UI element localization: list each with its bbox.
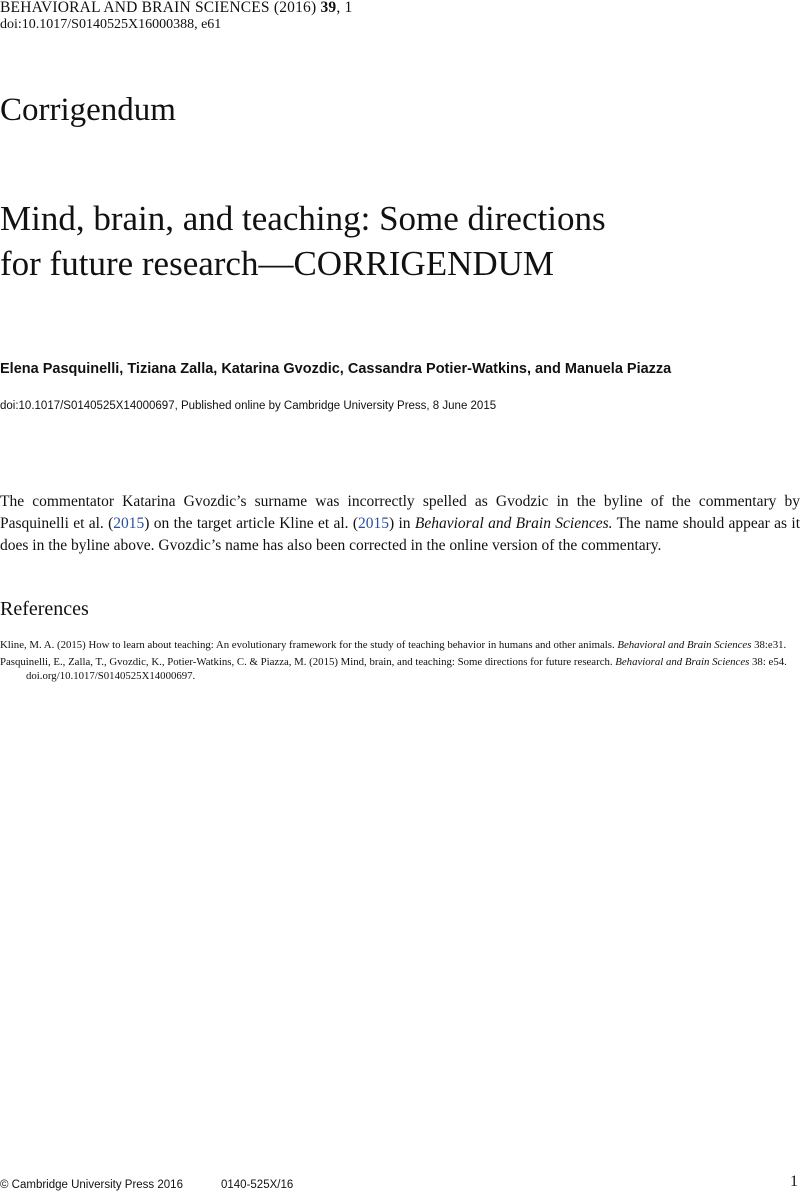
- page-number: 1: [790, 1173, 798, 1190]
- reference-text: Pasquinelli, E., Zalla, T., Gvozdic, K., Potier-Watkins, C. & Piazza, M. (2015) Mind, brain, and teaching: Some directions for future research.: [0, 656, 616, 668]
- citation-link-pasquinelli[interactable]: 2015: [113, 515, 145, 532]
- section-label: Corrigendum: [0, 92, 176, 128]
- reference-item: [0, 638, 800, 652]
- reference-tail: 38:e31.: [751, 639, 787, 651]
- page-footer: [0, 1173, 800, 1193]
- reference-journal: Behavioral and Brain Sciences: [615, 656, 750, 668]
- body-part-3: ) in: [389, 515, 415, 532]
- article-doi: doi:10.1017/S0140525X16000388, e61: [0, 17, 222, 32]
- reference-list: [0, 638, 800, 686]
- reference-text: Kline, M. A. (2015) How to learn about teaching: An evolutionary framework for the study of teaching behavior in humans and other animals.: [0, 639, 618, 651]
- journal-volume: 39: [320, 0, 337, 16]
- journal-name: BEHAVIORAL AND BRAIN SCIENCES: [0, 0, 270, 16]
- journal-title-italic: Behavioral and Brain Sciences.: [414, 515, 613, 532]
- original-article-doi: doi:10.1017/S0140525X14000697, Published online by Cambridge University Press, 8 June 2015: [0, 400, 497, 412]
- body-part-2: ) on the target article Kline et al. (: [144, 515, 359, 532]
- title-line-1: Mind, brain, and teaching: Some directions: [0, 199, 606, 238]
- journal-year: (2016): [273, 0, 317, 16]
- body-part-4: The name should appear as it does in the byline above. Gvozdic’s name has also been corrected in the online version of the commentary.: [0, 515, 800, 554]
- article-title: [0, 196, 790, 286]
- title-line-2: for future research—CORRIGENDUM: [0, 244, 555, 283]
- journal-issue: , 1: [336, 0, 353, 16]
- author-list: Elena Pasquinelli, Tiziana Zalla, Katarina Gvozdic, Cassandra Potier-Watkins, and Manuela Piazza: [0, 361, 672, 377]
- reference-item: [0, 655, 800, 683]
- reference-journal: Behavioral and Brain Sciences: [617, 639, 752, 651]
- reference-tail: 38: e54. doi.org/10.1017/S0140525X14000697.: [26, 656, 787, 682]
- body-part-1: The commentator Katarina Gvozdic’s surname was incorrectly spelled as Gvodzic in the byline of the commentary by Pasquinelli et al. (: [0, 493, 800, 532]
- citation-link-kline[interactable]: 2015: [358, 515, 390, 532]
- references-heading: References: [0, 598, 89, 620]
- correction-text: [0, 491, 800, 557]
- running-head: [0, 0, 352, 16]
- copyright-notice: © Cambridge University Press 2016: [0, 1179, 183, 1191]
- issn: 0140-525X/16: [221, 1179, 294, 1191]
